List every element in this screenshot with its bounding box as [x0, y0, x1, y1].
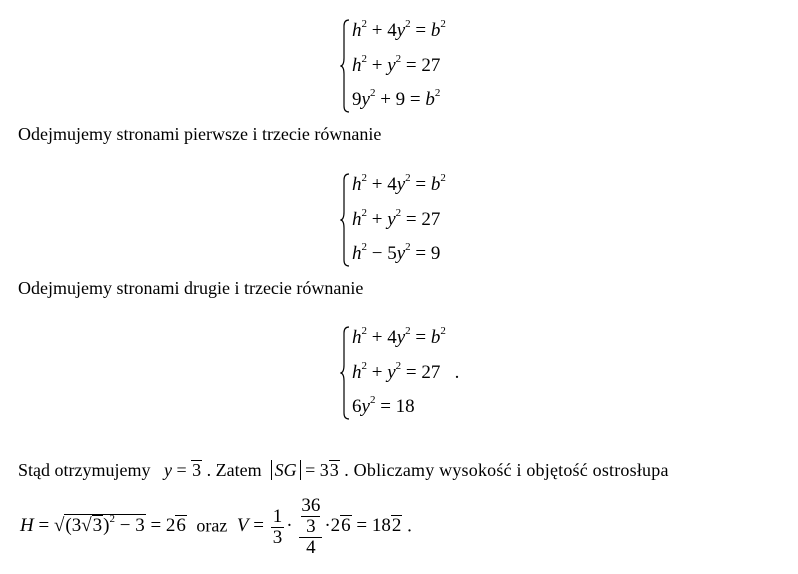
conclusion-part-2: . Zatem	[206, 460, 262, 480]
fraction-36-sqrt3-over-4: 36 3 4	[301, 495, 321, 558]
conclusion-part-1: Stąd otrzymujemy	[18, 460, 151, 480]
system-1-eq-1: $h^2 + 4y^2 = b^2$	[352, 18, 446, 41]
left-brace-icon	[340, 18, 350, 114]
system-3-eq-2: $h^2 + y^2 = 27$ .	[352, 360, 460, 383]
left-brace-icon	[340, 172, 350, 268]
conclusion-line	[18, 460, 669, 481]
system-2-eq-3: $h^2 - 5y^2 = 9$	[352, 241, 441, 264]
final-formulas-line	[20, 496, 412, 558]
v-formula: V = $\frac{1}{3}$ · 36 3 4 ·26 = 182	[236, 495, 402, 558]
equation-system-1	[340, 18, 480, 114]
fraction-one-third: $\frac{1}{3}$	[272, 505, 283, 548]
system-3-eq-3: $6y^2 = 18$	[352, 394, 415, 417]
system-1-eq-3: $9y^2 + 9 = b^2$	[352, 87, 441, 110]
equation-system-3	[340, 325, 490, 421]
system-2-eq-2: $h^2 + y^2 = 27$	[352, 207, 441, 230]
system-3-trailing-dot: .	[454, 362, 460, 383]
conclusion-part-3: . Obliczamy wysokość i objętość ostrosłupa	[344, 460, 669, 480]
y-value-formula: y = 3	[163, 460, 202, 480]
equation-system-2	[340, 172, 480, 268]
left-brace-icon	[340, 325, 350, 421]
sg-value-formula: SG = 33	[271, 460, 340, 480]
connector-text: oraz	[196, 515, 228, 536]
system-3-eq-1: $h^2 + 4y^2 = b^2$	[352, 325, 446, 348]
h-formula: $H = √(3√3)^2 - 3 = 26$	[20, 513, 186, 537]
instruction-text-1: Odejmujemy stronami pierwsze i trzecie równanie	[18, 124, 382, 144]
system-2-eq-1: $h^2 + 4y^2 = b^2$	[352, 172, 446, 195]
final-end-dot: .	[407, 515, 412, 537]
instruction-text-2: Odejmujemy stronami drugie i trzecie równanie	[18, 278, 364, 298]
system-1-eq-2: $h^2 + y^2 = 27$	[352, 53, 441, 76]
